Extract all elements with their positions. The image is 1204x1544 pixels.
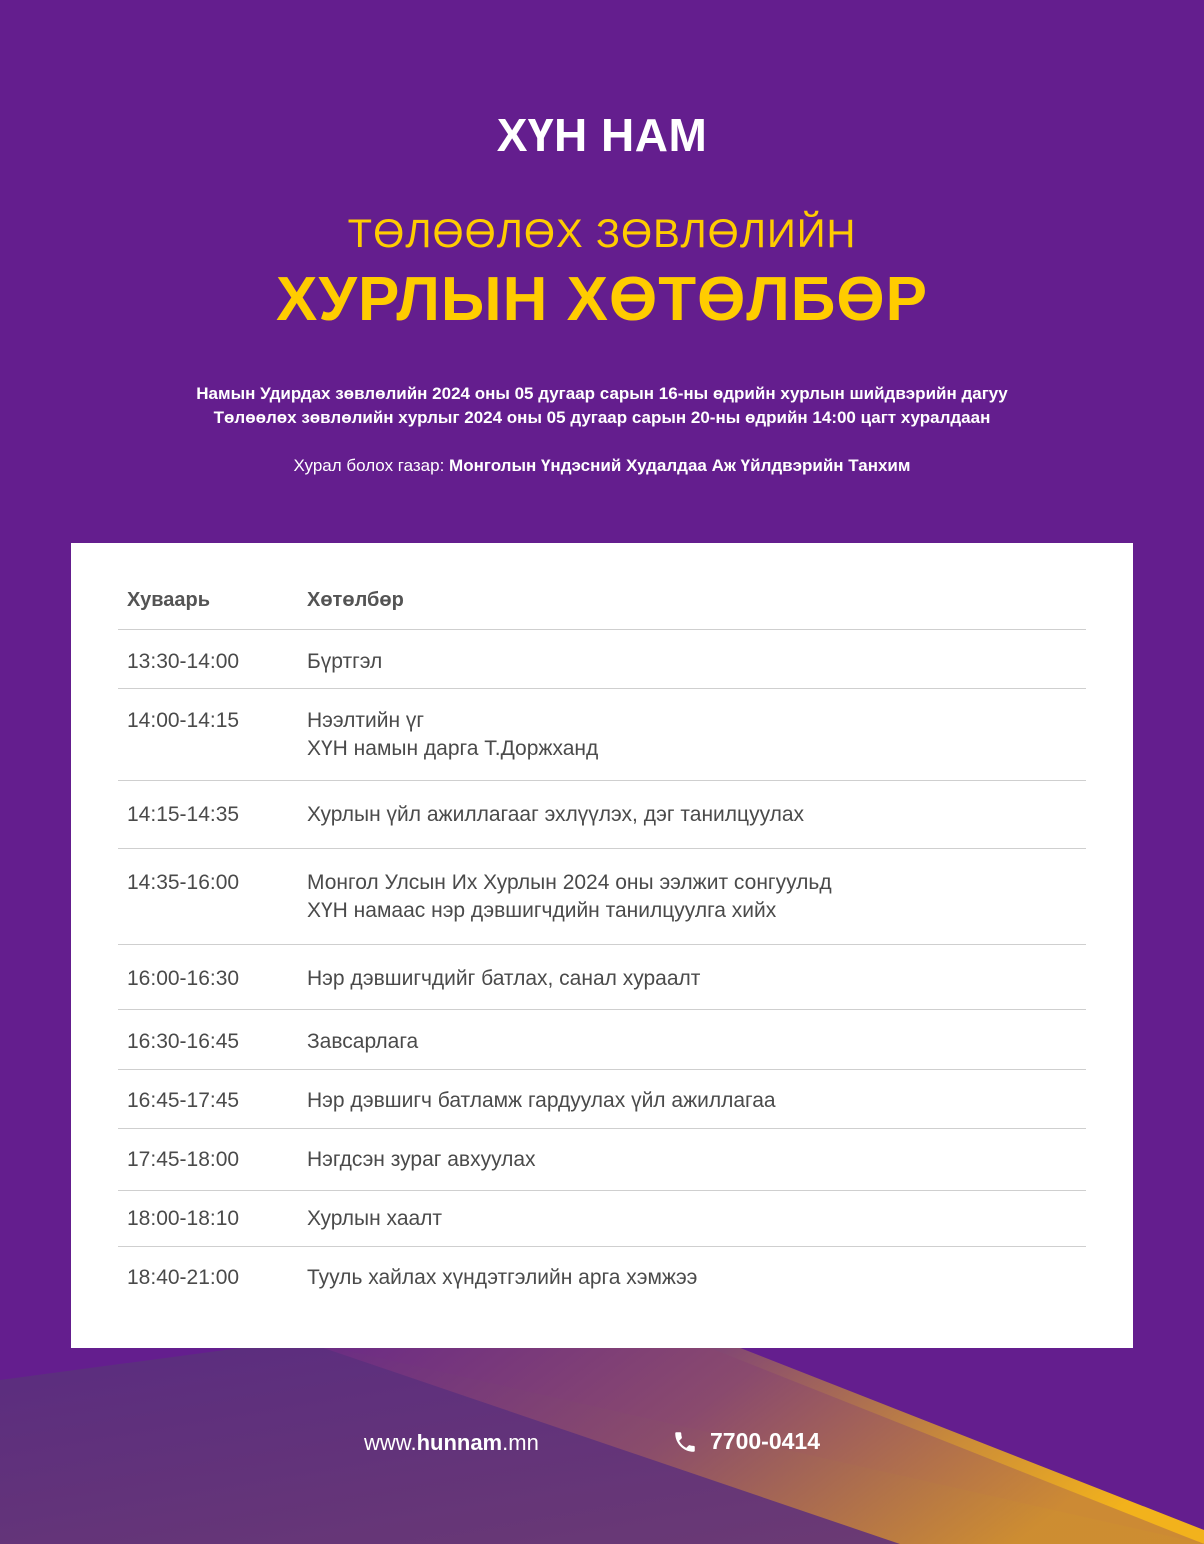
phone-number: 7700-0414 [710,1428,820,1454]
row-program [307,707,1086,763]
row-program [307,1205,1086,1233]
row-time: 18:00-18:10 [127,1207,240,1230]
program-line: Бүртгэл [307,650,383,673]
table-row [118,945,1086,1010]
program-line: ХҮН намын дарга Т.Доржханд [307,737,599,760]
table-row [118,1070,1086,1129]
venue [0,456,1204,476]
row-time: 16:00-16:30 [127,967,240,990]
table-row [118,1191,1086,1247]
row-program [307,1264,1086,1292]
row-program [307,965,1086,993]
schedule-card [71,543,1133,1348]
venue-value: Монголын Үндэсний Худалдаа Аж Үйлдвэрийн Танхим [449,456,911,475]
schedule-table [118,571,1086,1307]
table-row [118,1247,1086,1307]
table-row [118,849,1086,945]
row-time: 14:35-16:00 [127,871,240,894]
program-line: Завсарлага [307,1030,419,1053]
table-header [118,571,1086,630]
program-line: Нээлтийн үг [307,709,425,732]
web-domain: hunnam [416,1430,503,1455]
decision-text [0,382,1204,430]
row-program [307,1087,1086,1115]
program-line: ХҮН намаас нэр дэвшигчдийн танилцуулга хийх [307,899,777,922]
program-line: Нэр дэвшигч батламж гардуулах үйл ажиллагаа [307,1089,776,1112]
row-time: 14:15-14:35 [127,803,240,826]
row-program [307,1028,1086,1056]
row-time: 14:00-14:15 [127,709,240,732]
program-line: Нэгдсэн зураг авхуулах [307,1148,536,1171]
program-line: Хурлын хаалт [307,1207,443,1230]
web-prefix: www. [364,1430,417,1455]
table-row [118,781,1086,849]
phone-contact[interactable] [672,1428,820,1455]
page-subtitle: ТӨЛӨӨЛӨХ ЗӨВЛӨЛИЙН [347,212,857,256]
table-row [118,689,1086,781]
table-row [118,1010,1086,1070]
party-logo: ХҮН НАМ [496,109,708,161]
row-time: 16:30-16:45 [127,1030,240,1053]
row-program [307,869,1086,925]
row-time: 18:40-21:00 [127,1266,240,1289]
phone-icon [672,1429,698,1455]
row-time: 13:30-14:00 [127,650,240,673]
row-program [307,801,1086,829]
program-line: Нэр дэвшигчдийг батлах, санал хураалт [307,967,701,990]
venue-label: Хурал болох газар: [293,456,450,475]
program-line: Хурлын үйл ажиллагааг эхлүүлэх, дэг танилцуулах [307,803,805,826]
table-row [118,630,1086,689]
row-program [307,648,1086,676]
program-line: Тууль хайлах хүндэтгэлийн арга хэмжээ [307,1266,698,1289]
column-header-program: Хөтөлбөр [307,588,404,611]
column-header-time: Хуваарь [127,588,210,611]
page-title: ХУРЛЫН ХӨТӨЛБӨР [276,265,928,334]
row-program [307,1146,1086,1174]
decision-line-1: Намын Удирдах зөвлөлийн 2024 оны 05 дугаар сарын 16-ны өдрийн хурлын шийдвэрийн дагуу [196,384,1008,403]
web-suffix: .mn [502,1430,539,1455]
website-link[interactable] [364,1430,539,1456]
table-row [118,1129,1086,1191]
row-time: 17:45-18:00 [127,1148,240,1171]
row-time: 16:45-17:45 [127,1089,240,1112]
decision-line-2: Төлөөлөх зөвлөлийн хурлыг 2024 оны 05 дугаар сарын 20-ны өдрийн 14:00 цагт хуралдаан [213,408,991,427]
program-line: Монгол Улсын Их Хурлын 2024 оны ээлжит сонгуульд [307,871,832,894]
